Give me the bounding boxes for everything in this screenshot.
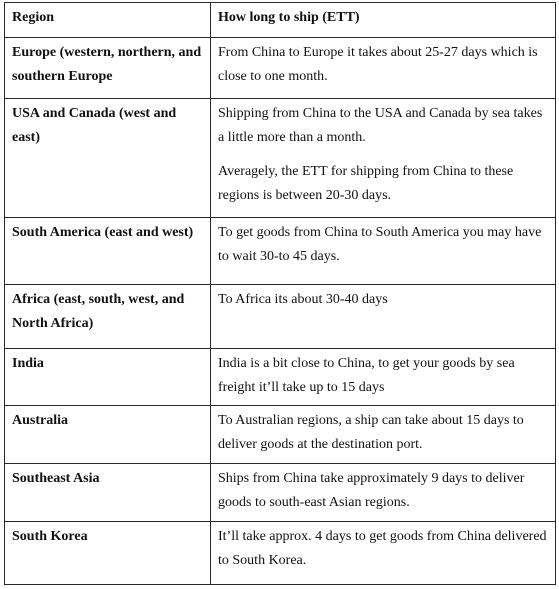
shipping-time-text: Averagely, the ETT for shipping from China to these regions is between 20-30 days.	[218, 164, 514, 203]
shipping-time-cell	[211, 406, 556, 464]
shipping-time-text: To Africa its about 30-40 days	[218, 292, 388, 307]
shipping-time-text: To get goods from China to South America you may have to wait 30-to 45 days.	[218, 225, 542, 264]
region-cell: Southeast Asia	[5, 464, 211, 522]
shipping-time-text: To Australian regions, a ship can take about 15 days to deliver goods at the destination port.	[218, 413, 524, 452]
shipping-time-text: From China to Europe it takes about 25-27 days which is close to one month.	[218, 45, 538, 84]
shipping-time-cell	[211, 218, 556, 285]
table-row	[5, 99, 556, 218]
table-row	[5, 522, 556, 585]
shipping-time-cell	[211, 464, 556, 522]
table-row	[5, 218, 556, 285]
region-cell: India	[5, 349, 211, 406]
shipping-time-text: It’ll take approx. 4 days to get goods from China delivered to South Korea.	[218, 529, 547, 568]
table-row	[5, 38, 556, 99]
shipping-time-text: Ships from China take approximately 9 days to deliver goods to south-east Asian regions.	[218, 471, 525, 510]
region-cell: USA and Canada (west and east)	[5, 99, 211, 218]
header-region: Region	[5, 3, 211, 38]
region-cell: Europe (western, northern, and southern Europe	[5, 38, 211, 99]
shipping-time-table	[4, 2, 556, 585]
shipping-time-text: India is a bit close to China, to get your goods by sea freight it’ll take up to 15 days	[218, 356, 515, 395]
shipping-time-cell	[211, 349, 556, 406]
table-row	[5, 406, 556, 464]
table-header-row	[5, 3, 556, 38]
shipping-time-cell	[211, 285, 556, 349]
shipping-time-cell	[211, 38, 556, 99]
region-cell: Africa (east, south, west, and North Africa)	[5, 285, 211, 349]
shipping-time-cell	[211, 99, 556, 218]
region-cell: South Korea	[5, 522, 211, 585]
region-cell: South America (east and west)	[5, 218, 211, 285]
shipping-time-text: Shipping from China to the USA and Canada by sea takes a little more than a month.	[218, 106, 543, 145]
table-row	[5, 349, 556, 406]
header-shipping-time: How long to ship (ETT)	[211, 3, 556, 38]
table-row	[5, 464, 556, 522]
region-cell: Australia	[5, 406, 211, 464]
shipping-time-cell	[211, 522, 556, 585]
table-row	[5, 285, 556, 349]
